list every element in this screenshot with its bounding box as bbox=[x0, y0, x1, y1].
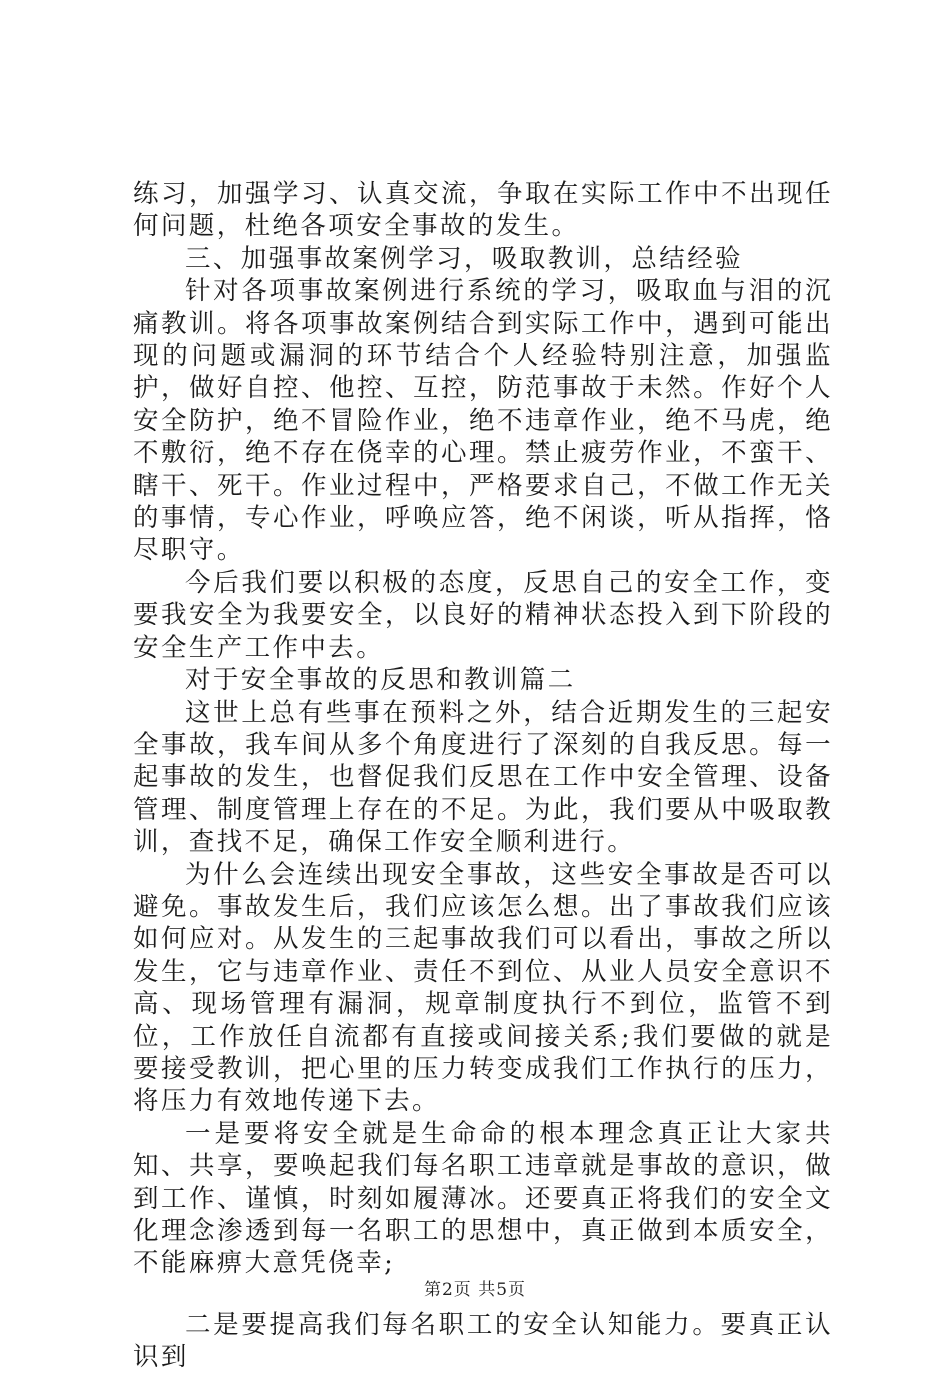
article-title-part-two: 对于安全事故的反思和教训篇二 bbox=[185, 665, 576, 696]
document-body bbox=[133, 178, 833, 1374]
paragraph-future-attitude: 今后我们要以积极的态度，反思自己的安全工作，变要我安全为我要安全，以良好的精神状态投入到下阶段的安全生产工作中去。 bbox=[133, 567, 833, 663]
paragraph-point-two: 二是要提高我们每名职工的安全认知能力。要真正认识到 bbox=[133, 1309, 833, 1373]
page-footer: 第2页 共5页 bbox=[423, 1280, 527, 1300]
section-heading-three: 三、加强事故案例学习，吸取教训，总结经验 bbox=[185, 243, 744, 274]
paragraph-reflection-intro: 这世上总有些事在预料之外，结合近期发生的三起安全事故，我车间从多个角度进行了深刻的自我反思。每一起事故的发生，也督促我们反思在工作中安全管理、设备管理、制度管理上存在的不足。为此，我们要从中吸取教训，查找不足，确保工作安全顺利进行。 bbox=[133, 697, 833, 858]
paragraph-point-one: 一是要将安全就是生命命的根本理念真正让大家共知、共享，要唤起我们每名职工违章就是事故的意识，做到工作、谨慎，时刻如履薄冰。还要真正将我们的安全文化理念渗透到每一名职工的思想中，真正做到本质安全，不能麻痹大意凭侥幸; bbox=[133, 1118, 833, 1279]
paragraph-continuation: 练习，加强学习、认真交流，争取在实际工作中不出现任何问题，杜绝各项安全事故的发生。 bbox=[133, 179, 833, 242]
paragraph-why-accidents: 为什么会连续出现安全事故，这些安全事故是否可以避免。事故发生后，我们应该怎么想。出了事故我们应该如何应对。从发生的三起事故我们可以看出，事故之所以发生，它与违章作业、责任不到位、从业人员安全意识不高、现场管理有漏洞，规章制度执行不到位，监管不到位，工作放任自流都有直接或间接关系;我们要做的就是要接受教训，把心里的压力转变成我们工作执行的压力，将压力有效地传递下去。 bbox=[133, 859, 833, 1117]
paragraph-case-study: 针对各项事故案例进行系统的学习，吸取血与泪的沉痛教训。将各项事故案例结合到实际工作中，遇到可能出现的问题或漏洞的环节结合个人经验特别注意，加强监护，做好自控、他控、互控，防范事故于未然。作好个人安全防护，绝不冒险作业，绝不违章作业，绝不马虎，绝不敷衍，绝不存在侥幸的心理。禁止疲劳作业，不蛮干、瞎干、死干。作业过程中，严格要求自己，不做工作无关的事情，专心作业，呼唤应答，绝不闲谈，听从指挥，恪尽职守。 bbox=[133, 276, 833, 566]
